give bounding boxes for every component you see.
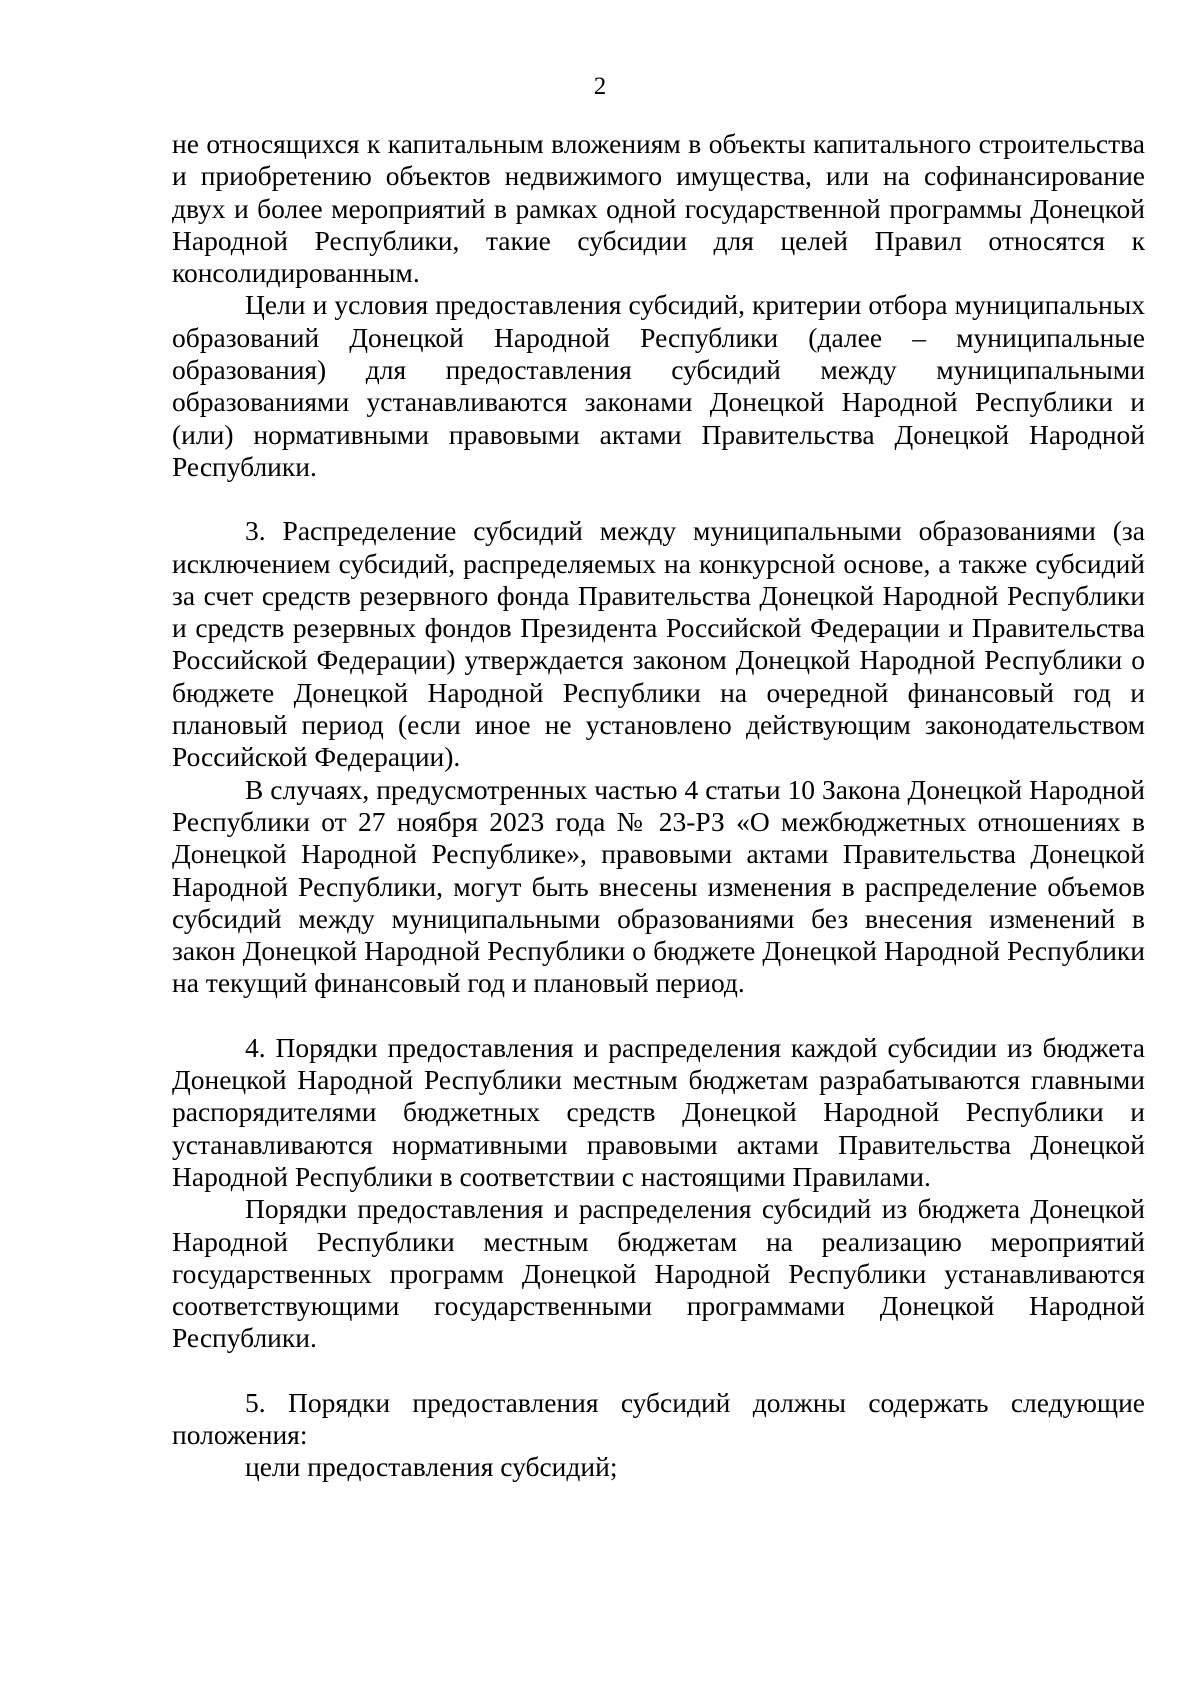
list-item-goals: цели предоставления субсидий; xyxy=(245,1451,618,1483)
paragraph-section-3-cases: В случаях, предусмотренных частью 4 статьи 10 Закона Донецкой Народной Республики от 27 ноября 2023 года № 23-РЗ «О межбюджетных отношениях в Донецкой Народной Республике», правовыми актами Правительства Донецкой Народной Республики, могут быть внесены изменения в распределение объемов субсидий между муниципальными образованиями без внесения изменений в закон Донецкой Народной Республики о бюджете Донецкой Народной Республики на текущий финансовый год и плановый период. xyxy=(172,773,1145,999)
paragraph-goals-conditions: Цели и условия предоставления субсидий, критерии отбора муниципальных образований Донецкой Народной Республики (далее – муниципальные образования) для предоставления субсидий между муниципальными образованиями устанавливаются законами Донецкой Народной Республики и (или) нормативными правовыми актами Правительства Донецкой Народной Республики. xyxy=(172,289,1145,482)
document-body xyxy=(172,128,1145,1484)
paragraph-section-3: 3. Распределение субсидий между муниципальными образованиями (за исключением субсидий, распределяемых на конкурсной основе, а также субсидий за счет средств резервного фонда Правительства Донецкой Народной Республики и средств резервных фондов Президента Российской Федерации и Правительства Российской Федерации) утверждается законом Донецкой Народной Республики о бюджете Донецкой Народной Республики на очередной финансовый год и плановый период (если иное не установлено действующим законодательством Российской Федерации). xyxy=(172,515,1145,773)
paragraph-continuation: не относящихся к капитальным вложениям в объекты капитального строительства и приобретению объектов недвижимого имущества, или на софинансирование двух и более мероприятий в рамках одной государственной программы Донецкой Народной Республики, такие субсидии для целей Правил относятся к консолидированным. xyxy=(172,128,1145,289)
paragraph-section-4-programs: Порядки предоставления и распределения субсидий из бюджета Донецкой Народной Республики местным бюджетам на реализацию мероприятий государственных программ Донецкой Народной Республики устанавливаются соответствующими государственными программами Донецкой Народной Республики. xyxy=(172,1193,1145,1354)
paragraph-section-5: 5. Порядки предоставления субсидий должны содержать следующие положения: xyxy=(172,1386,1145,1450)
paragraph-section-4: 4. Порядки предоставления и распределения каждой субсидии из бюджета Донецкой Народной Республики местным бюджетам разрабатываются главными распорядителями бюджетных средств Донецкой Народной Республики и устанавливаются нормативными правовыми актами Правительства Донецкой Народной Республики в соответствии с настоящими Правилами. xyxy=(172,1031,1145,1192)
page-number: 2 xyxy=(593,73,607,100)
